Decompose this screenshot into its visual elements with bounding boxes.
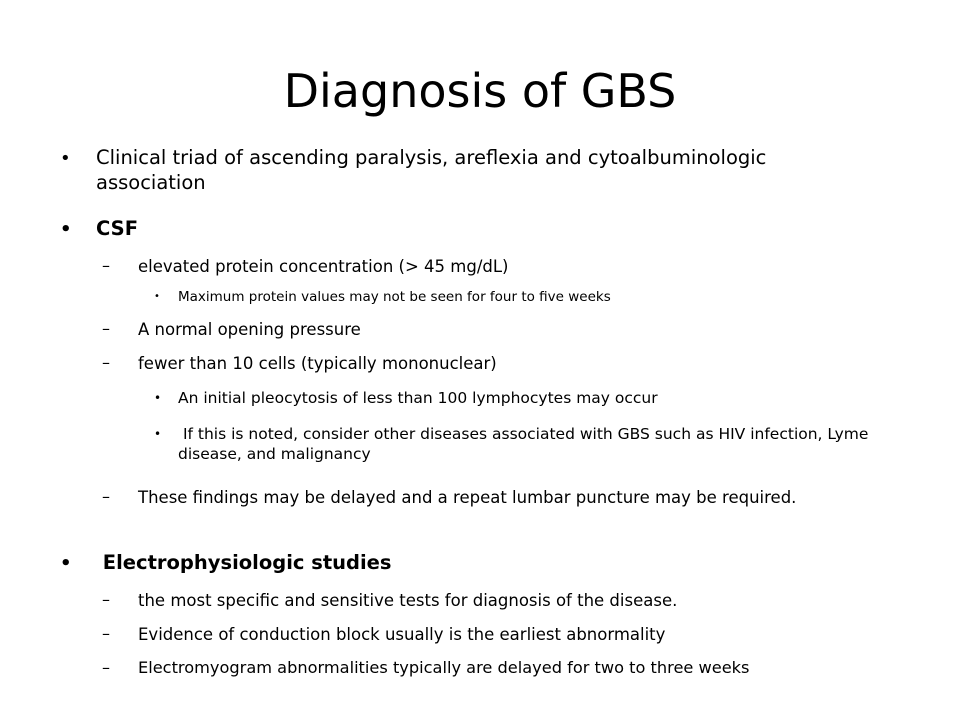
dash-marker: – [102,590,110,609]
bullet-text: Electromyogram abnormalities typically are delayed for two to three weeks [138,658,750,677]
bullet-text: Maximum protein values may not be seen for four to five weeks [178,289,611,305]
bullet-text: Clinical triad of ascending paralysis, areflexia and cytoalbuminologic association [96,146,767,194]
bullet-marker: • [154,291,160,302]
bullet-clinical-triad [60,146,850,196]
dash-marker: – [102,487,110,506]
bullet-text: Electrophysiologic studies [96,551,392,574]
bullet-marker: • [60,148,71,169]
sub-sub-bullet-pleocytosis [154,389,874,409]
sub-bullet-conduction-block [102,624,882,645]
bullet-text: A normal opening pressure [138,320,361,339]
dash-marker: – [102,658,110,677]
sub-sub-bullet-other-diseases [154,425,874,465]
sub-bullet-specific-tests [102,590,882,611]
bullet-text: elevated protein concentration (> 45 mg/dL) [138,257,509,276]
sub-bullet-delayed-findings [102,487,842,508]
dash-marker: – [102,319,110,338]
sub-bullet-cells [102,353,862,374]
bullet-text: the most specific and sensitive tests for diagnosis of the disease. [138,591,678,610]
bullet-text: Evidence of conduction block usually is the earliest abnormality [138,625,666,644]
sub-sub-bullet-protein-values [154,289,874,306]
bullet-text: fewer than 10 cells (typically mononuclear) [138,354,497,373]
bullet-marker: • [60,219,72,240]
bullet-text: CSF [96,217,139,240]
sub-bullet-electromyogram [102,658,902,679]
sub-bullet-protein [102,256,862,277]
dash-marker: – [102,624,110,643]
sub-bullet-opening-pressure [102,319,862,340]
bullet-csf [60,217,850,242]
bullet-marker: • [154,391,162,405]
bullet-electrophysiologic [60,551,850,576]
bullet-text: These findings may be delayed and a repeat lumbar puncture may be required. [138,488,797,507]
bullet-text: If this is noted, consider other diseases associated with GBS such as HIV infection, Lyme disease, and malignancy [178,425,874,463]
dash-marker: – [102,353,110,372]
bullet-marker: • [60,553,72,574]
bullet-text: An initial pleocytosis of less than 100 lymphocytes may occur [178,389,658,407]
dash-marker: – [102,256,110,275]
bullet-marker: • [154,427,162,441]
slide-title: Diagnosis of GBS [283,64,677,118]
